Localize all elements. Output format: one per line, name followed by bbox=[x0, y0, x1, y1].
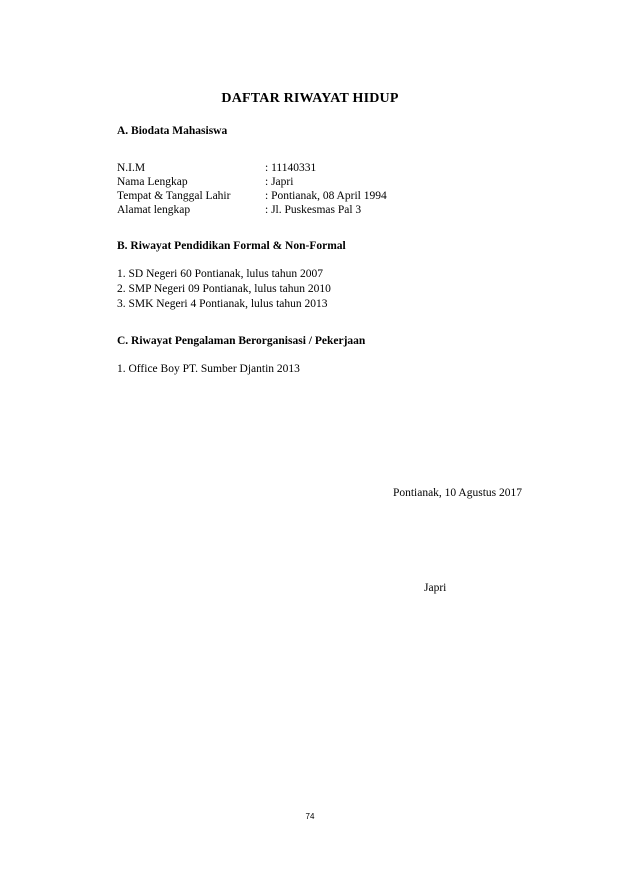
experience-item: 1. Office Boy PT. Sumber Djantin 2013 bbox=[117, 363, 300, 375]
bio-value: : Jl. Puskesmas Pal 3 bbox=[265, 204, 362, 216]
signature-name: Japri bbox=[424, 582, 447, 594]
education-item: 2. SMP Negeri 09 Pontianak, lulus tahun 2010 bbox=[117, 283, 331, 295]
bio-value: : Pontianak, 08 April 1994 bbox=[265, 190, 387, 202]
bio-value: : Japri bbox=[265, 176, 294, 188]
bio-label: Tempat & Tanggal Lahir bbox=[117, 190, 231, 202]
bio-label: Alamat lengkap bbox=[117, 204, 191, 216]
section-a-heading: A. Biodata Mahasiswa bbox=[117, 125, 228, 137]
bio-label: Nama Lengkap bbox=[117, 176, 188, 188]
signature-place-date: Pontianak, 10 Agustus 2017 bbox=[392, 487, 522, 499]
bio-label: N.I.M bbox=[117, 162, 146, 174]
bio-value: : 11140331 bbox=[265, 162, 317, 174]
section-c-heading: C. Riwayat Pengalaman Berorganisasi / Pekerjaan bbox=[117, 335, 366, 347]
section-b-heading: B. Riwayat Pendidikan Formal & Non-Formal bbox=[117, 240, 346, 252]
page-title: DAFTAR RIWAYAT HIDUP bbox=[221, 91, 399, 106]
page-number: 74 bbox=[305, 812, 315, 821]
education-item: 1. SD Negeri 60 Pontianak, lulus tahun 2007 bbox=[117, 268, 324, 280]
education-item: 3. SMK Negeri 4 Pontianak, lulus tahun 2013 bbox=[117, 298, 328, 310]
